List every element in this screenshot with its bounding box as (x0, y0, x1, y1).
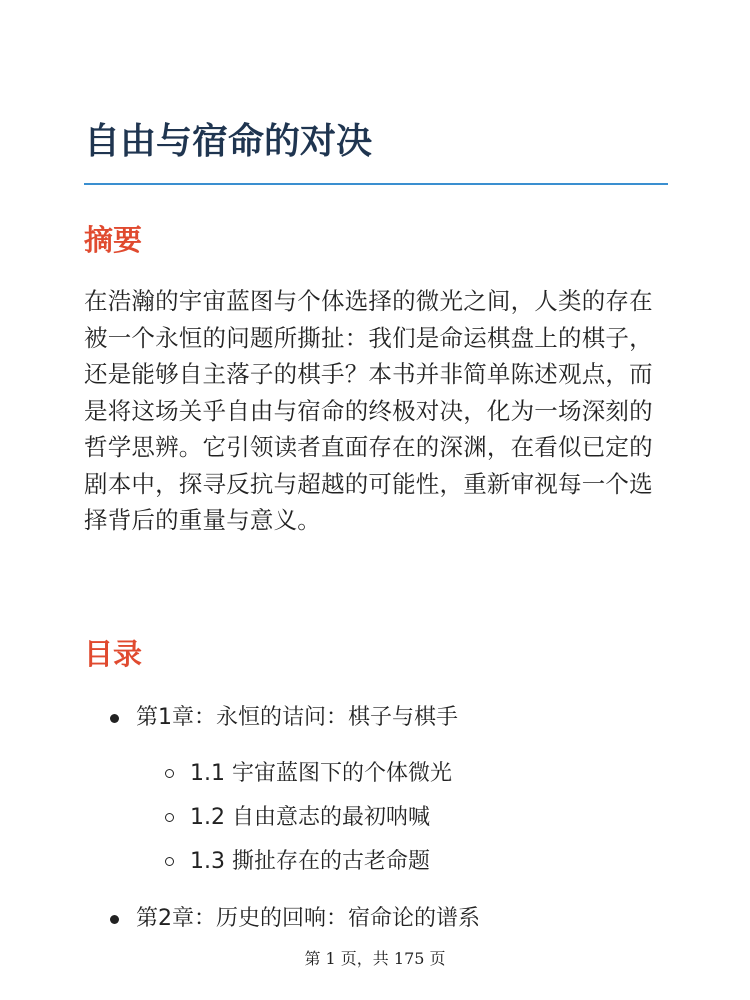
bullet-icon (110, 714, 119, 723)
hollow-bullet-icon (165, 813, 174, 822)
abstract-heading: 摘要 (84, 223, 143, 257)
toc-section-1-1[interactable] (190, 759, 452, 789)
hollow-bullet-icon (165, 857, 174, 866)
toc-section-label: 1.3 撕扯存在的古老命题 (190, 849, 430, 874)
toc-heading: 目录 (84, 637, 143, 671)
document-title: 自由与宿命的对决 (84, 121, 373, 162)
toc-section-1-2[interactable] (190, 803, 430, 833)
bullet-icon (110, 915, 119, 924)
toc-chapter-1[interactable] (136, 703, 458, 733)
title-divider (84, 183, 668, 185)
toc-chapter-label: 第2章：历史的回响：宿命论的谱系 (136, 906, 480, 931)
toc-section-1-3[interactable] (190, 847, 430, 877)
abstract-paragraph: 在浩瀚的宇宙蓝图与个体选择的微光之间，人类的存在被一个永恒的问题所撕扯：我们是命运棋盘上的棋子，还是能够自主落子的棋手？本书并非简单陈述观点，而是将这场关乎自由与宿命的终极对决，化为一场深刻的哲学思辨。它引领读者直面存在的深渊，在看似已定的剧本中，探寻反抗与超越的可能性，重新审视每一个选择背后的重量与意义。 (84, 287, 653, 534)
toc-section-label: 1.2 自由意志的最初呐喊 (190, 805, 430, 830)
toc-chapter-label: 第1章：永恒的诘问：棋子与棋手 (136, 705, 458, 730)
toc-section-label: 1.1 宇宙蓝图下的个体微光 (190, 761, 452, 786)
page-footer: 第 1 页，共 175 页 (304, 949, 446, 968)
toc-chapter-2[interactable] (136, 904, 480, 934)
hollow-bullet-icon (165, 769, 174, 778)
